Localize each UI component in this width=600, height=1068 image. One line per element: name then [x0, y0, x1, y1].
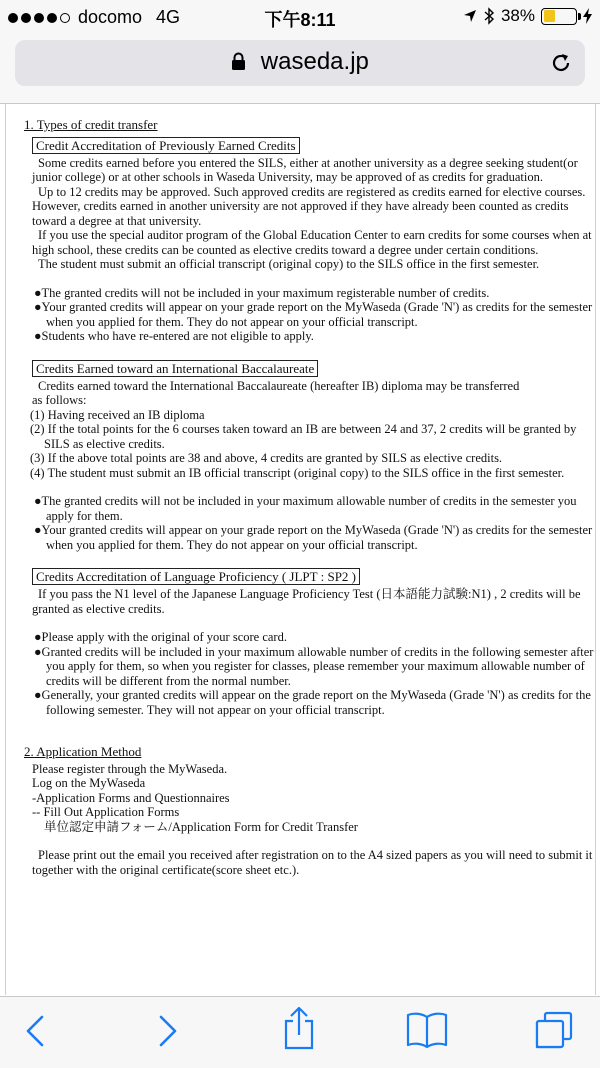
paragraph: as follows:	[32, 393, 87, 407]
app-line: -Application Forms and Questionnaires	[32, 790, 230, 805]
bluetooth-icon	[483, 7, 495, 25]
bullet-item: ●The granted credits will not be included in your maximum registerable number of credits.	[34, 285, 490, 300]
document-page	[5, 104, 596, 995]
subsection-heading: Credits Earned toward an International Baccalaureate	[32, 360, 318, 377]
subsection-heading: Credits Accreditation of Language Proficiency ( JLPT : SP2 )	[32, 568, 360, 585]
document-body	[24, 118, 596, 877]
address-bar[interactable]	[15, 40, 585, 86]
status-time: 下午8:11	[264, 10, 336, 30]
paragraph: Please print out the email you received after registration on to the A4 sized papers as you will need to submit it together with the original certificate(score sheet etc.).	[32, 848, 593, 877]
bullet-item: ●Your granted credits will appear on your grade report on the MyWaseda (Grade 'N') as credits for the semester when you applied for them. They do not appear on your official transcript.	[34, 300, 593, 329]
subsection-heading: Credit Accreditation of Previously Earned Credits	[32, 137, 300, 154]
bullet-item: ●The granted credits will not be included in your maximum allowable number of credits in the semester you apply for them.	[34, 494, 577, 523]
app-line: 単位認定申請フォーム/Application Form for Credit Transfer	[44, 819, 358, 834]
bullet-item: ●Please apply with the original of your score card.	[34, 630, 287, 644]
paragraph: If you pass the N1 level of the Japanese Language Proficiency Test (日本語能力試験:N1) , 2 credits will be granted as elective credits.	[32, 587, 581, 616]
lock-icon	[231, 52, 246, 71]
app-line: Log on the MyWaseda	[32, 776, 146, 790]
paragraph: The student must submit an official transcript (original copy) to the SILS office in the first semester.	[38, 257, 540, 271]
back-icon[interactable]	[22, 1013, 50, 1049]
browser-toolbar	[0, 996, 600, 1068]
bullet-item: ●Your granted credits will appear on your grade report on the MyWaseda (Grade 'N') as credits for the semester when you applied for them. They do not appear on your official transcript.	[34, 523, 593, 552]
share-icon[interactable]	[281, 1005, 317, 1051]
paragraph: Some credits earned before you entered the SILS, either at another university as a degree seeking student(or junior college) or at other schools in Waseda University, may be approved of as credits for graduation.	[32, 155, 578, 184]
app-line: Please register through the MyWaseda.	[32, 761, 228, 776]
section-title: 2. Application Method	[24, 744, 142, 759]
bullet-item: ●Students who have re-entered are not eligible to apply.	[34, 329, 314, 343]
forward-icon[interactable]	[153, 1013, 181, 1049]
numbered-item: (4) The student must submit an IB official transcript (original copy) to the SILS office in the first semester.	[30, 465, 565, 480]
paragraph: Up to 12 credits may be approved. Such approved credits are registered as credits earned for elective courses. However, credits earned in another university are not approved if they have already been counted as credits toward a degree at that university.	[32, 184, 586, 228]
status-right	[463, 6, 592, 26]
battery-icon	[541, 8, 577, 25]
battery-level-fill	[544, 10, 556, 22]
battery-percent: 38%	[500, 6, 535, 25]
numbered-item: (2) If the total points for the 6 courses taken toward an IB are between 24 and 37, 2 credits will be granted by SILS as elective credits.	[30, 422, 577, 451]
location-arrow-icon	[463, 9, 477, 23]
tabs-icon[interactable]	[533, 1009, 575, 1051]
numbered-item: (1) Having received an IB diploma	[30, 407, 205, 422]
app-line: -- Fill Out Application Forms	[32, 805, 180, 819]
paragraph: If you use the special auditor program of the Global Education Center to earn credits for some courses when at high school, these credits can be counted as elective credits toward a degree under certain conditions.	[32, 228, 592, 257]
status-bar	[0, 0, 600, 34]
reload-icon[interactable]	[549, 51, 573, 75]
url-display[interactable]	[15, 48, 585, 76]
charging-bolt-icon	[583, 8, 592, 24]
paragraph: Credits earned toward the International Baccalaureate (hereafter IB) diploma may be transferred	[38, 378, 520, 393]
web-content[interactable]	[0, 104, 600, 995]
carrier-name: docomo	[78, 7, 143, 27]
section-title: 1. Types of credit transfer	[24, 117, 158, 132]
numbered-item: (3) If the above total points are 38 and above, 4 credits are granted by SILS as elective credits.	[30, 451, 503, 465]
url-domain[interactable]: waseda.jp	[260, 48, 369, 75]
browser-top-chrome	[0, 0, 600, 104]
bullet-item: ●Generally, your granted credits will appear on the grade report on the MyWaseda (Grade 'N') as credits for the following semester. They will not appear on your official transcript.	[34, 688, 591, 717]
bookmarks-icon[interactable]	[405, 1011, 449, 1049]
bullet-item: ●Granted credits will be included in your maximum allowable number of credits in the following semester after you apply for them, so when you register for classes, please remember your maximum allowable number of credits will be different from the normal number.	[34, 644, 594, 688]
network-type: 4G	[156, 7, 181, 27]
